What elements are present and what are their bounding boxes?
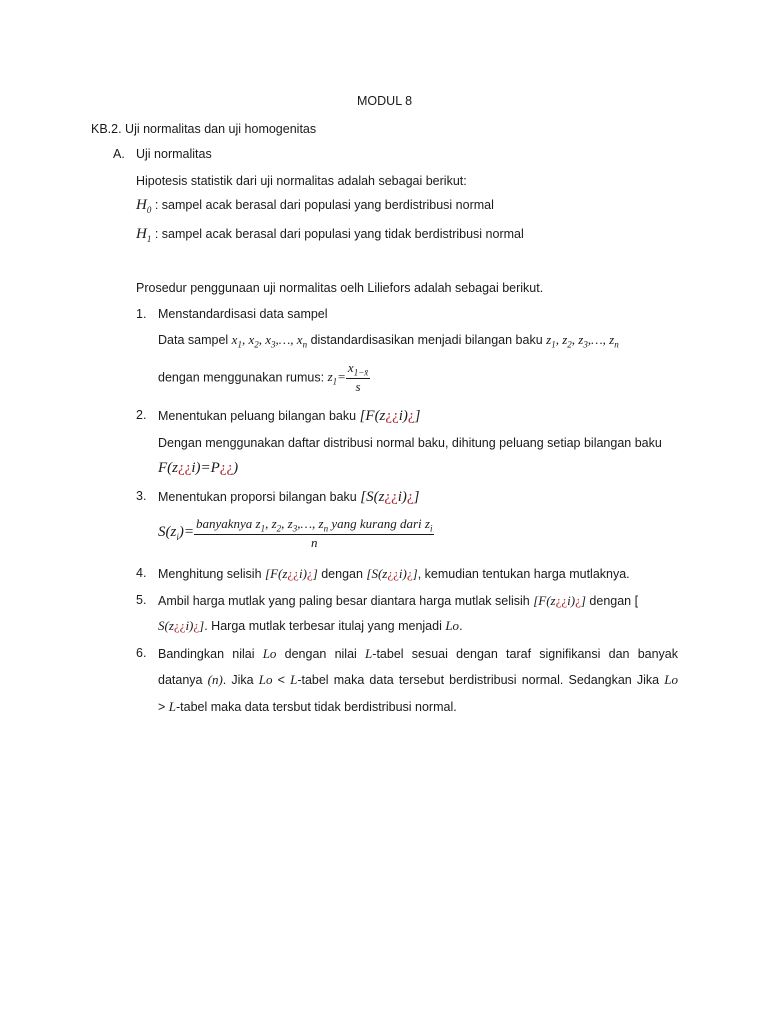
step-5-f-zi: [F(z¿¿i)¿] [533,593,586,608]
step-4-number: 4. [136,566,147,580]
standardization-fraction: $\frac{x_{1-x̄}}{s}$ [347,360,369,394]
step-2-title: Menentukan peluang bilangan baku [F(z¿¿i)¿] [158,408,421,424]
subsection-heading: Uji normalitas [136,147,212,161]
step-6-number: 6. [136,646,147,660]
step-1-title: Menstandardisasi data sampel [158,307,328,321]
f-zi-equals-p: F(z¿¿i)=P¿¿) [158,460,239,476]
hypothesis-h0 [136,197,494,215]
step-4-text: Menghitung selisih [F(z¿¿i)¿] dengan [S(z¿¿i)¿], kemudian tentukan harga mutlaknya. [158,566,630,581]
standardization-formula: $z_1=$ [327,368,346,387]
step-6-lo-2: Lo [258,672,273,687]
step-6-line-1: Bandingkan nilai Lo dengan nilai L-tabel sesuai dengan taraf signifikansi dan banyak [158,646,679,661]
step-6-line-3: > L-tabel maka data tersbut tidak berdistribusi normal. [158,699,457,714]
standard-values-formula: $z_1$, $z_2$, $z_3,\dots$, $z_n$ [546,332,619,350]
f-zi-formula: [F(z¿¿i)¿] [359,408,421,424]
s-zi-formula: [S(z¿¿i)¿] [360,489,420,505]
h0-text: : sampel acak berasal dari populasi yang berdistribusi normal [151,198,494,212]
step-5-s-zi: S(z¿¿i)¿] [158,618,205,633]
proportion-fraction: $\frac{banyaknya z_1, z_2, z_3,\dots, z_n yang kurang dari z_i}{n}$ [195,516,433,550]
subsection-marker: A. [113,147,125,161]
step-2-number: 2. [136,408,147,422]
step-4-f-zi: [F(z¿¿i)¿] [265,566,318,581]
step-5-line-1: Ambil harga mutlak yang paling besar diantara harga mutlak selisih [F(z¿¿i)¿] dengan [ [158,593,639,608]
step-4-s-zi: [S(z¿¿i)¿] [366,566,418,581]
step-6-l: L [365,646,373,661]
step-1-number: 1. [136,307,147,321]
step-6-l-3: L [168,699,177,714]
hypothesis-h1 [136,226,524,244]
step-6-l-2: L [290,672,298,687]
step-5-number: 5. [136,593,147,607]
step-3-proportion-formula [158,516,434,551]
sample-data-formula: $x_1$, $x_2$, $x_3,\dots$, $x_n$ [231,332,308,350]
h1-symbol: $H_1$ [136,226,152,244]
section-heading: KB.2. Uji normalitas dan uji homogenitas [91,122,317,136]
step-6-lo-3: Lo [664,672,678,687]
step-5-line-2: S(z¿¿i)¿]. Harga mutlak terbesar itulaj yang menjadi Lo. [158,618,463,633]
step-3-number: 3. [136,489,147,503]
h1-text: : sampel acak berasal dari populasi yang tidak berdistribusi normal [151,227,524,241]
step-6-line-2: datanya (n). Jika Lo < L-tabel maka data tersebut berdistribusi normal. Sedangkan Jika Lo [158,672,678,687]
step-5-lo: Lo [445,618,460,633]
module-title: MODUL 8 [357,94,413,108]
step-1-line-1: Data sampel $x_1$, $x_2$, $x_3,\dots$, $x_n$ distandardisasikan menjadi bilangan baku $z_1$, $z_2$, $z_3,\dots$, $z_n$ [158,332,619,350]
step-6-lo: Lo [262,646,277,661]
step-1-line-2: dengan menggunakan rumus: $z_1=$ $\frac{x_{1-x̄}}{s}$ [158,360,369,394]
procedure-intro: Prosedur penggunaan uji normalitas oelh Liliefors adalah sebagai berikut. [136,281,544,295]
step-2-description: Dengan menggunakan daftar distribusi normal baku, dihitung peluang setiap bilangan baku [158,436,662,450]
step-3-title: Menentukan proporsi bilangan baku [S(z¿¿i)¿] [158,489,420,505]
step-6-n: (n) [207,672,223,687]
hypothesis-intro: Hipotesis statistik dari uji normalitas adalah sebagai berikut: [136,174,467,188]
h0-symbol: $H_0$ [136,197,152,215]
step-2-formula [158,460,238,477]
s-zi-lhs: $S(z_i)=$ [158,524,194,543]
